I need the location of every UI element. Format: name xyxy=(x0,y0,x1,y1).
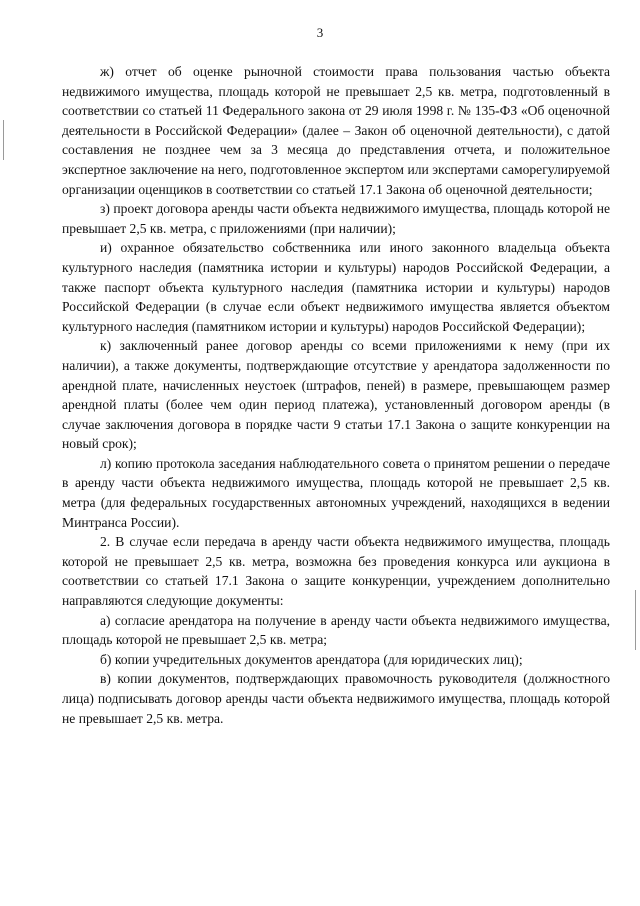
paragraph-a: а) согласие арендатора на получение в аренду части объекта недвижимого имущества, площадь которой не превышает 2,5 кв. метра; xyxy=(62,612,610,648)
paragraph-v: в) копии документов, подтверждающих правомочность руководителя (должностного лица) подписывать договор аренды части объекта недвижимого имущества, площадь которой не превышает 2,5 кв. метра. xyxy=(62,671,610,726)
paragraph-b: б) копии учредительных документов арендатора (для юридических лиц); xyxy=(100,651,523,667)
document-body xyxy=(62,62,610,728)
paragraph-2: 2. В случае если передача в аренду части объекта недвижимого имущества, площадь которой не превышает 2,5 кв. метра, возможна без проведения конкурса или аукциона в соответствии со статьей 17.1 Закона о защите конкуренции, учреждением дополнительно направляются следующие документы: xyxy=(62,534,610,609)
paragraph-i: и) охранное обязательство собственника или иного законного владельца объекта культурного наследия (памятника истории и культуры) народов Российской Федерации, а также паспорт объекта культурного наследия (памятника истории и культуры) народов Российской Федерации (в случае если объект недвижимого имущества является объектом культурного наследия (памятником истории и культуры) народов Российской Федерации); xyxy=(62,240,610,334)
paragraph-l: л) копию протокола заседания наблюдательного совета о принятом решении о передаче в аренду части объекта недвижимого имущества, площадь которой не превышает 2,5 кв. метра (для федеральных государственных автономных учреждений, находящихся в ведении Минтранса России). xyxy=(62,455,610,530)
page-number: 3 xyxy=(316,25,324,40)
paragraph-z: з) проект договора аренды части объекта недвижимого имущества, площадь которой не превышает 2,5 кв. метра, с приложениями (при наличии); xyxy=(62,201,610,236)
paragraph-zh: ж) отчет об оценке рыночной стоимости права пользования частью объекта недвижимого имущества, площадь которой не превышает 2,5 кв. метра, подготовленный в соответствии со статьей 11 Федерального закона от 29 июля 1998 г. № 135-ФЗ «Об оценочной деятельности в Российской Федерации» (далее – Закон об оценочной деятельности), с датой составления не позднее чем за 3 месяца до представления отчета, и положительное экспертное заключение на него, подготовленное экспертом или экспертами саморегулируемой организации оценщиков в соответствии со статьей 17.1 Закона об оценочной деятельности; xyxy=(62,64,610,197)
scan-edge-mark-left xyxy=(3,120,4,160)
scan-edge-mark-right xyxy=(635,590,636,650)
paragraph-k: к) заключенный ранее договор аренды со всеми приложениями к нему (при их наличии), а также документы, подтверждающие отсутствие у арендатора задолженности по арендной плате, начисленных неустоек (штрафов, пеней) в размере, превышающем размер арендной платы (более чем один период платежа), установленный договором аренды (в случае заключения договора в порядке части 9 статьи 17.1 Закона о защите конкуренции на новый срок); xyxy=(62,338,610,452)
